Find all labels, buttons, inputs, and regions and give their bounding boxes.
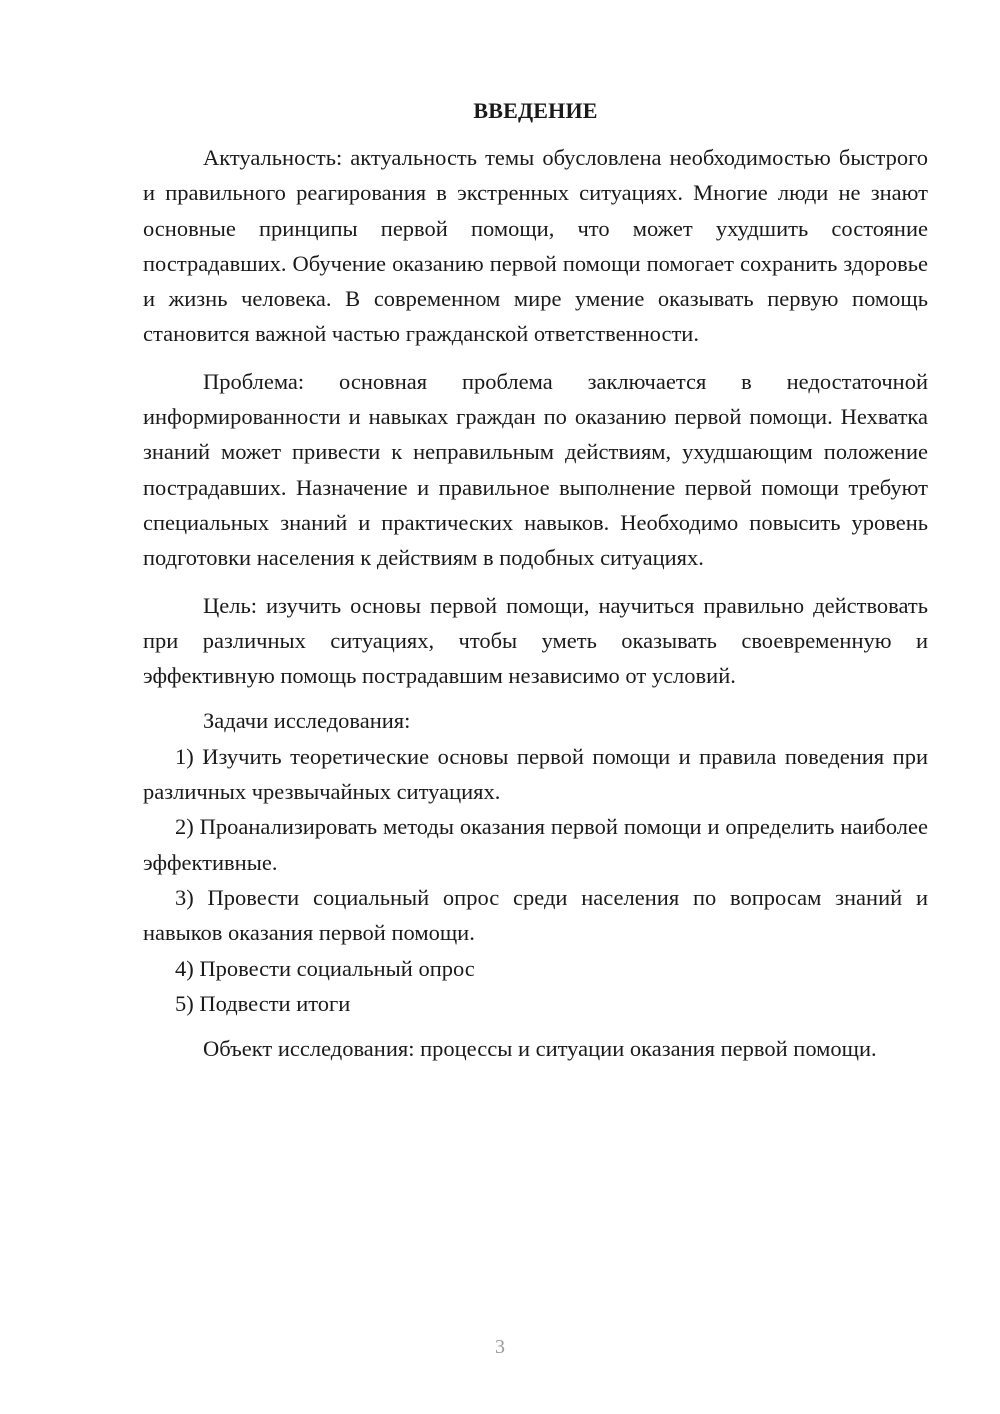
- tasks-list: [143, 739, 928, 1021]
- list-item: 4) Провести социальный опрос: [175, 955, 475, 981]
- list-item: 2) Проанализировать методы оказания первой помощи и определить наиболее эффективные.: [143, 814, 928, 875]
- page-content: [143, 95, 928, 1066]
- paragraph-goal: Цель: изучить основы первой помощи, научиться правильно действовать при различных ситуациях, чтобы уметь оказывать своевременную и эффективную помощь пострадавшим независимо от условий.: [143, 592, 928, 689]
- paragraph-relevance: Актуальность: актуальность темы обусловлена необходимостью быстрого и правильного реагирования в экстренных ситуациях. Многие люди не знают основные принципы первой помощи, что может ухудшить состояние пострадавших. Обучение оказанию первой помощи помогает сохранить здоровье и жизнь человека. В современном мире умение оказывать первую помощь становится важной частью гражданской ответственности.: [143, 145, 928, 347]
- tasks-title: Задачи исследования:: [203, 708, 411, 734]
- page-number: 3: [495, 1336, 505, 1358]
- section-heading: ВВЕДЕНИЕ: [473, 98, 598, 123]
- list-item: 3) Провести социальный опрос среди населения по вопросам знаний и навыков оказания первой помощи.: [143, 884, 928, 946]
- list-item: 1) Изучить теоретические основы первой помощи и правила поведения при различных чрезвычайных ситуациях.: [143, 743, 928, 805]
- list-item: 5) Подвести итоги: [175, 990, 351, 1016]
- paragraph-object: Объект исследования: процессы и ситуации оказания первой помощи.: [203, 1036, 877, 1062]
- paragraph-problem: Проблема: основная проблема заключается в недостаточной информированности и навыках граждан по оказанию первой помощи. Нехватка знаний может привести к неправильным действиям, ухудшающим положение пострадавших. Назначение и правильное выполнение первой помощи требуют специальных знаний и практических навыков. Необходимо повысить уровень подготовки населения к действиям в подобных ситуациях.: [143, 368, 928, 571]
